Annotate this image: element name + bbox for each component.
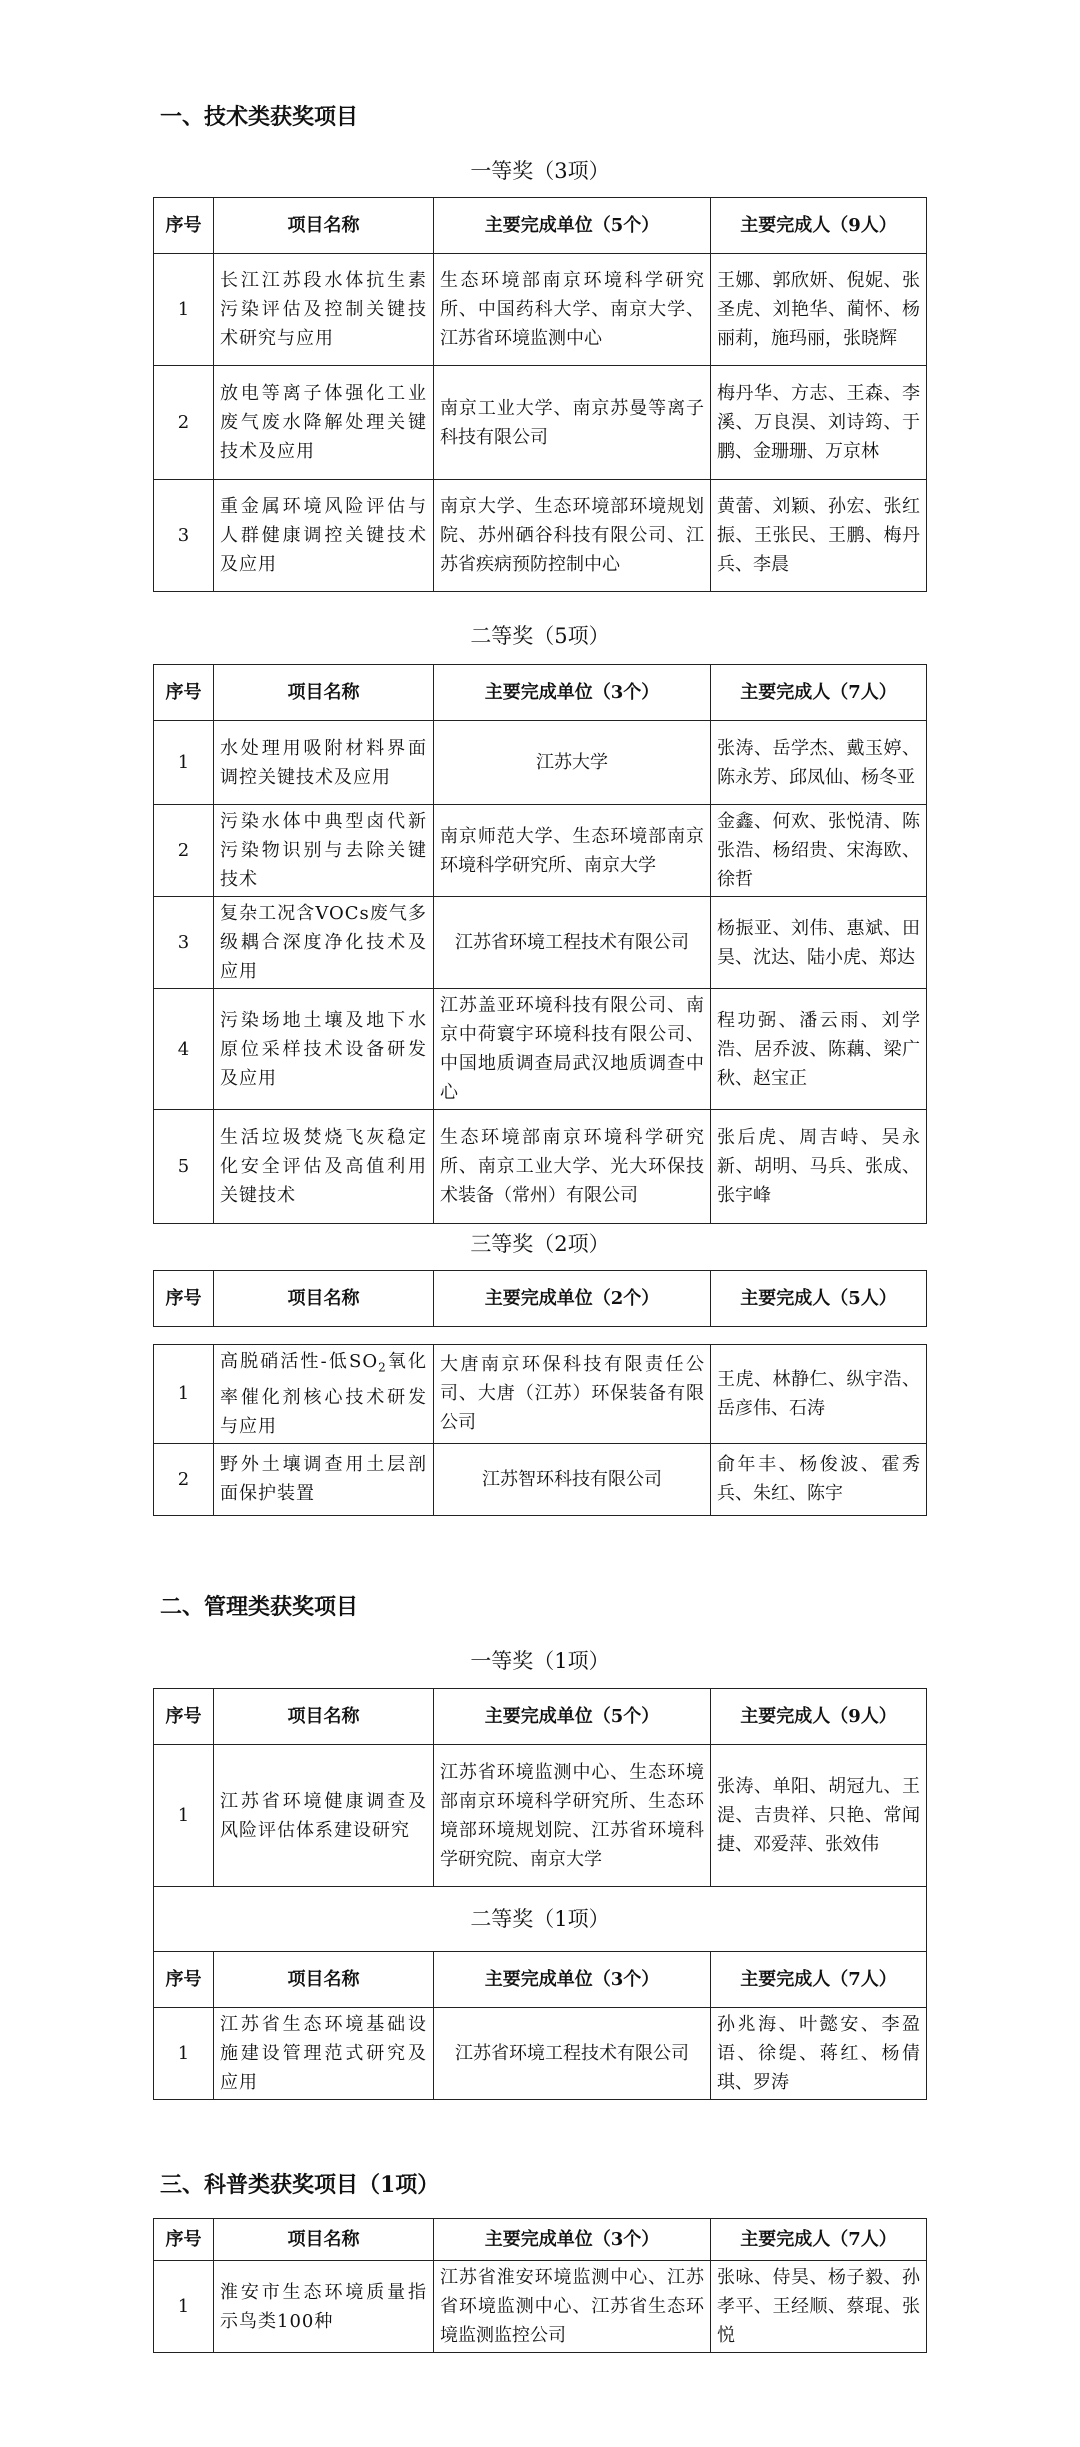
row-people: 张涛、单阳、胡冠九、王湜、吉贵祥、只艳、常闻捷、邓爱萍、张效伟 [711, 1745, 927, 1887]
section-heading-sci: 三、科普类获奖项目（1项） [160, 2172, 440, 2198]
col-header-units: 主要完成单位（5个） [434, 1689, 711, 1745]
table-row [154, 989, 927, 1110]
col-header-units: 主要完成单位（3个） [434, 1952, 711, 2008]
col-header-units: 主要完成单位（5个） [434, 198, 711, 254]
col-header-people: 主要完成人（9人） [711, 1689, 927, 1745]
row-project-name: 放电等离子体强化工业废气废水降解处理关键技术及应用 [214, 366, 434, 480]
row-people: 梅丹华、方志、王森、李溪、万良淏、刘诗筠、于鹏、金珊珊、万京林 [711, 366, 927, 480]
row-project-name: 水处理用吸附材料界面调控关键技术及应用 [214, 721, 434, 805]
row-units: 大唐南京环保科技有限责任公司、大唐（江苏）环保装备有限公司 [434, 1345, 711, 1444]
col-header-name: 项目名称 [214, 198, 434, 254]
name-part: 高脱硝活性-低SO [220, 1351, 379, 1372]
col-header-people: 主要完成人（7人） [711, 2219, 927, 2261]
row-units: 南京师范大学、生态环境部南京环境科学研究所、南京大学 [434, 805, 711, 897]
table-header-row [154, 665, 927, 721]
table-header-row [154, 1271, 927, 1327]
table-row [154, 254, 927, 366]
row-no: 1 [154, 2008, 214, 2100]
col-header-people: 主要完成人（5人） [711, 1271, 927, 1327]
row-no: 4 [154, 989, 214, 1110]
table-sci [153, 2218, 927, 2353]
award-title-mgmt-second: 二等奖（1项） [154, 1887, 927, 1952]
row-project-name: 污染水体中典型卤代新污染物识别与去除关键技术 [214, 805, 434, 897]
col-header-no: 序号 [154, 665, 214, 721]
row-units: 江苏大学 [434, 721, 711, 805]
award-title-mgmt-first: 一等奖（1项） [470, 1649, 610, 1673]
col-header-no: 序号 [154, 1271, 214, 1327]
row-no: 3 [154, 897, 214, 989]
table-row [154, 721, 927, 805]
row-people: 金鑫、何欢、张悦清、陈张浩、杨绍贵、宋海欧、徐哲 [711, 805, 927, 897]
col-header-no: 序号 [154, 1952, 214, 2008]
table-row [154, 1745, 927, 1887]
col-header-name: 项目名称 [214, 1271, 434, 1327]
table-tech-first [153, 197, 927, 592]
row-units: 江苏盖亚环境科技有限公司、南京中荷寰宇环境科技有限公司、中国地质调查局武汉地质调查中心 [434, 989, 711, 1110]
row-people: 孙兆海、叶懿安、李盈语、徐缇、蒋红、杨倩琪、罗涛 [711, 2008, 927, 2100]
row-people: 黄蕾、刘颖、孙宏、张红振、王张民、王鹏、梅丹兵、李晨 [711, 480, 927, 592]
row-no: 2 [154, 1443, 214, 1515]
table-header-row [154, 2219, 927, 2261]
row-units: 南京大学、生态环境部环境规划院、苏州硒谷科技有限公司、江苏省疾病预防控制中心 [434, 480, 711, 592]
row-units: 江苏省环境工程技术有限公司 [434, 897, 711, 989]
table-row [154, 2008, 927, 2100]
table-row [154, 1110, 927, 1224]
row-project-name: 污染场地土壤及地下水原位采样技术设备研发及应用 [214, 989, 434, 1110]
row-no: 2 [154, 805, 214, 897]
row-units: 江苏省淮安环境监测中心、江苏省环境监测中心、江苏省生态环境监测监控公司 [434, 2261, 711, 2353]
row-project-name: 重金属环境风险评估与人群健康调控关键技术及应用 [214, 480, 434, 592]
col-header-units: 主要完成单位（2个） [434, 1271, 711, 1327]
table-row [154, 2261, 927, 2353]
row-units: 江苏智环科技有限公司 [434, 1443, 711, 1515]
row-people: 王娜、郭欣妍、倪妮、张圣虎、刘艳华、蔺怀、杨丽莉，施玛丽，张晓辉 [711, 254, 927, 366]
row-no: 1 [154, 721, 214, 805]
row-people: 杨振亚、刘伟、惠斌、田昊、沈达、陆小虎、郑达 [711, 897, 927, 989]
table-row [154, 805, 927, 897]
col-header-people: 主要完成人（7人） [711, 665, 927, 721]
row-no: 5 [154, 1110, 214, 1224]
table-row [154, 480, 927, 592]
row-people: 张涛、岳学杰、戴玉婷、陈永芳、邱凤仙、杨冬亚 [711, 721, 927, 805]
row-no: 2 [154, 366, 214, 480]
row-no: 1 [154, 1345, 214, 1444]
row-people: 张后虎、周吉峙、吴永新、胡明、马兵、张成、张宇峰 [711, 1110, 927, 1224]
table-row [154, 1443, 927, 1515]
col-header-name: 项目名称 [214, 2219, 434, 2261]
row-no: 1 [154, 1745, 214, 1887]
table-row [154, 366, 927, 480]
table-header-row [154, 198, 927, 254]
section-heading-tech: 一、技术类获奖项目 [160, 104, 359, 130]
col-header-units: 主要完成单位（3个） [434, 2219, 711, 2261]
row-units: 江苏省环境工程技术有限公司 [434, 2008, 711, 2100]
row-no: 1 [154, 254, 214, 366]
col-header-name: 项目名称 [214, 665, 434, 721]
col-header-units: 主要完成单位（3个） [434, 665, 711, 721]
row-project-name [214, 1345, 434, 1444]
row-project-name: 野外土壤调查用土层剖面保护装置 [214, 1443, 434, 1515]
row-people: 俞年丰、杨俊波、霍秀兵、朱红、陈宇 [711, 1443, 927, 1515]
section-heading-mgmt: 二、管理类获奖项目 [160, 1594, 359, 1620]
row-people: 程功弼、潘云雨、刘学浩、居乔波、陈藕、梁广秋、赵宝正 [711, 989, 927, 1110]
award-title-tech-first: 一等奖（3项） [470, 159, 610, 183]
table-row [154, 897, 927, 989]
row-project-name: 复杂工况含VOCs废气多级耦合深度净化技术及应用 [214, 897, 434, 989]
row-project-name: 江苏省生态环境基础设施建设管理范式研究及应用 [214, 2008, 434, 2100]
table-header-row [154, 1952, 927, 2008]
row-people: 王虎、林静仁、纵宇浩、岳彦伟、石涛 [711, 1345, 927, 1444]
award-title-tech-second: 二等奖（5项） [470, 624, 610, 648]
col-header-no: 序号 [154, 1689, 214, 1745]
row-units: 生态环境部南京环境科学研究所、南京工业大学、光大环保技术装备（常州）有限公司 [434, 1110, 711, 1224]
name-part: 氧化率催化剂核心技术研发与应用 [220, 1351, 427, 1437]
row-project-name: 淮安市生态环境质量指示鸟类100种 [214, 2261, 434, 2353]
table-subtitle-row [154, 1887, 927, 1952]
row-units: 生态环境部南京环境科学研究所、中国药科大学、南京大学、江苏省环境监测中心 [434, 254, 711, 366]
row-project-name: 长江江苏段水体抗生素污染评估及控制关键技术研究与应用 [214, 254, 434, 366]
row-no: 3 [154, 480, 214, 592]
table-header-row [154, 1689, 927, 1745]
award-title-tech-third: 三等奖（2项） [470, 1232, 610, 1256]
row-project-name: 江苏省环境健康调查及风险评估体系建设研究 [214, 1745, 434, 1887]
col-header-name: 项目名称 [214, 1952, 434, 2008]
row-people: 张咏、侍昊、杨子毅、孙孝平、王经顺、蔡琨、张悦 [711, 2261, 927, 2353]
table-mgmt [153, 1688, 927, 2100]
table-tech-third-header [153, 1270, 927, 1327]
table-tech-third [153, 1344, 927, 1516]
row-no: 1 [154, 2261, 214, 2353]
col-header-name: 项目名称 [214, 1689, 434, 1745]
row-units: 江苏省环境监测中心、生态环境部南京环境科学研究所、生态环境部环境规划院、江苏省环境科学研究院、南京大学 [434, 1745, 711, 1887]
col-header-no: 序号 [154, 198, 214, 254]
row-units: 南京工业大学、南京苏曼等离子科技有限公司 [434, 366, 711, 480]
table-row [154, 1345, 927, 1444]
col-header-no: 序号 [154, 2219, 214, 2261]
table-tech-second [153, 664, 927, 1224]
col-header-people: 主要完成人（9人） [711, 198, 927, 254]
row-project-name: 生活垃圾焚烧飞灰稳定化安全评估及高值利用关键技术 [214, 1110, 434, 1224]
col-header-people: 主要完成人（7人） [711, 1952, 927, 2008]
subscript: 2 [378, 1360, 387, 1375]
